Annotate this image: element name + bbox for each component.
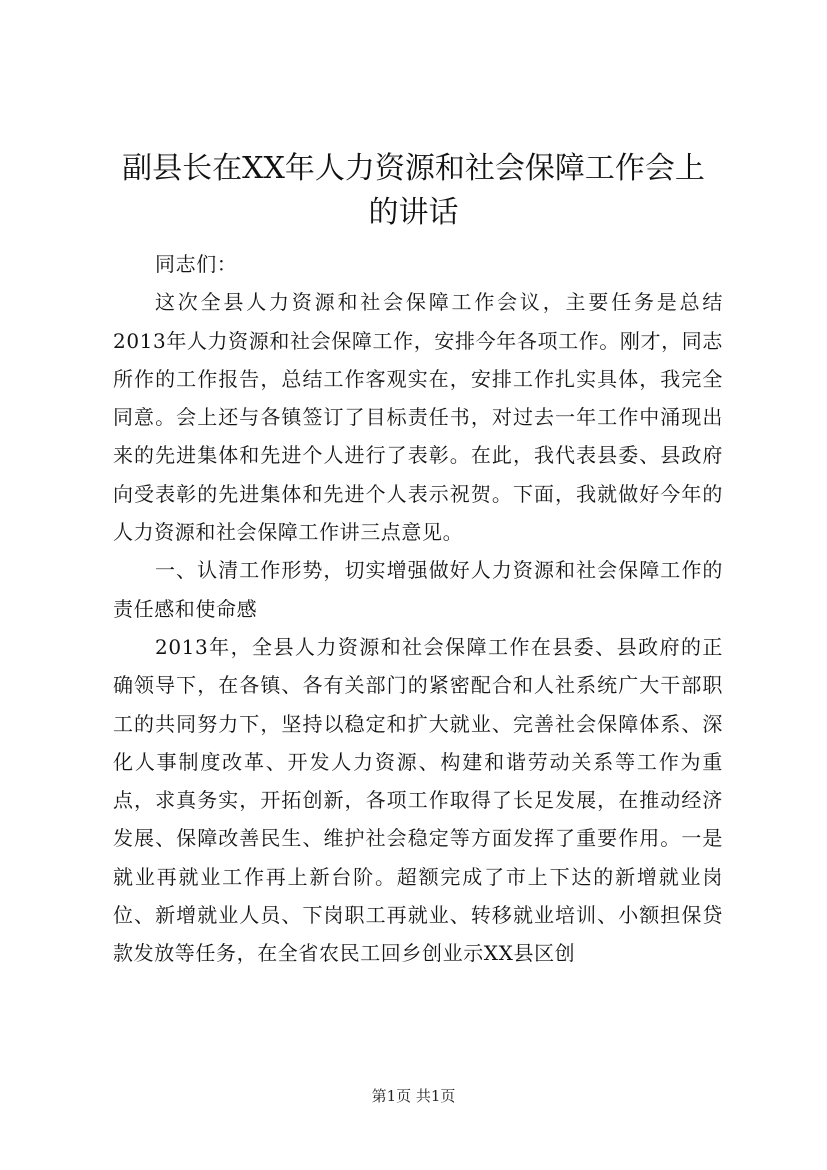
- document-title-line-2: 的讲话: [368, 195, 459, 230]
- intro-paragraph: 这次全县人力资源和社会保障工作会议，主要任务是总结2013年人力资源和社会保障工作，安排今年各项工作。刚才，同志所作的工作报告，总结工作客观实在，安排工作扎实具体，我完全同意。会上还与各镇签订了目标责任书，对过去一年工作中涌现出来的先进集体和先进个人进行了表彰。在此，我代表县委、县政府向受表彰的先进集体和先进个人表示祝贺。下面，我就做好今年的人力资源和社会保障工作讲三点意见。: [113, 290, 723, 545]
- document-body: [113, 245, 723, 973]
- page-footer: 第1页 共1页: [371, 1087, 456, 1105]
- document-title-line-1: 副县长在XX年人力资源和社会保障工作会上: [122, 151, 705, 186]
- section-heading-1: 一、认清工作形势，切实增强做好人力资源和社会保障工作的责任感和使命感: [113, 558, 723, 621]
- greeting-paragraph: 同志们：: [155, 252, 238, 276]
- section-1-paragraph: 2013年，全县人力资源和社会保障工作在县委、县政府的正确领导下，在各镇、各有关部门的紧密配合和人社系统广大干部职工的共同努力下，坚持以稳定和扩大就业、完善社会保障体系、深化人事制度改革、开发人力资源、构建和谐劳动关系等工作为重点，求真务实，开拓创新，各项工作取得了长足发展，在推动经济发展、保障改善民生、维护社会稳定等方面发挥了重要作用。一是就业再就业工作再上新台阶。超额完成了市上下达的新增就业岗位、新增就业人员、下岗职工再就业、转移就业培训、小额担保贷款发放等任务，在全省农民工回乡创业示XX县区创: [113, 634, 723, 966]
